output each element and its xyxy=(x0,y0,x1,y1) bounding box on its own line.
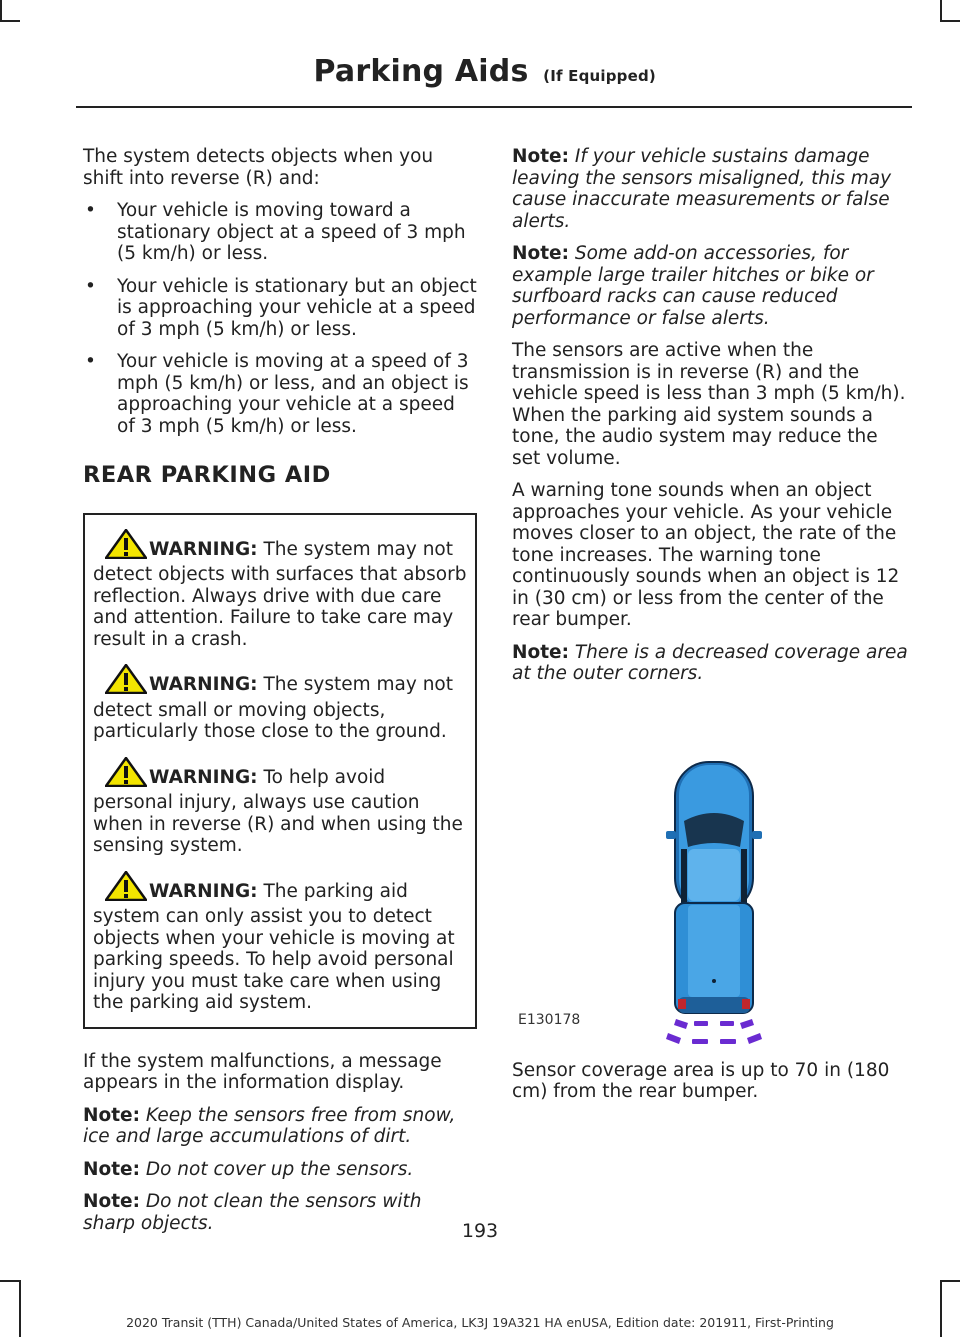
crop-mark xyxy=(0,0,2,20)
note-text: Do not cover up the sensors. xyxy=(139,1158,414,1180)
warning-triangle-icon xyxy=(105,529,147,565)
crop-mark xyxy=(940,20,960,22)
warning-item xyxy=(93,757,467,857)
warning-item xyxy=(93,664,467,743)
page-number: 193 xyxy=(461,1220,499,1242)
detection-conditions-list xyxy=(83,200,477,437)
sensor-waves-icon xyxy=(666,1019,762,1044)
warning-triangle-icon xyxy=(105,664,147,700)
sensors-active-paragraph: The sensors are active when the transmission is in reverse (R) and the vehicle speed is less than 3 mph (5 km/h). When the parking aid system sounds a tone, the audio system may reduce the set volume. xyxy=(512,340,906,469)
note-text: There is a decreased coverage area at the outer corners. xyxy=(512,641,908,684)
warning-label: WARNING: xyxy=(149,674,258,695)
crop-mark xyxy=(940,1280,960,1282)
page-subtitle: (If Equipped) xyxy=(543,67,656,85)
note xyxy=(83,1105,477,1148)
footer-text: 2020 Transit (TTH) Canada/United States of America, LK3J 19A321 HA enUSA, Edition date: 201911, First-Printing xyxy=(126,1315,834,1330)
section-heading: REAR PARKING AID xyxy=(83,462,331,488)
list-item: • Your vehicle is moving toward a stationary object at a speed of 3 mph (5 km/h) or less. xyxy=(83,200,477,265)
note-label: Note: xyxy=(83,1104,140,1126)
note-label: Note: xyxy=(83,1191,140,1212)
note-text: Some add-on accessories, for example large trailer hitches or bike or surfboard racks can cause reduced performance or false alerts. xyxy=(512,243,874,329)
note-label: Note: xyxy=(512,243,569,264)
warning-text: To help avoid personal injury, always use caution when in reverse (R) and when using the sensing system. xyxy=(93,766,463,856)
note xyxy=(512,243,908,329)
page-title xyxy=(314,54,656,89)
right-column xyxy=(512,146,908,1114)
note xyxy=(512,642,908,685)
car-top-view-illustration xyxy=(512,723,908,1048)
warning-item xyxy=(93,529,467,651)
warning-text: The parking aid system can only assist you to detect objects when your vehicle is moving at parking speeds. To help avoid personal injury you must take care when using the parking aid system. xyxy=(93,880,455,1013)
note-label: Note: xyxy=(512,146,569,167)
crop-mark xyxy=(0,20,20,22)
warning-triangle-icon xyxy=(105,871,147,907)
warning-label: WARNING: xyxy=(149,880,258,902)
note-text: Do not clean the sensors with sharp objects. xyxy=(83,1191,422,1234)
note-label: Note: xyxy=(83,1158,140,1180)
sensor-coverage-figure xyxy=(512,723,908,1048)
list-item: • Your vehicle is moving at a speed of 3 mph (5 km/h) or less, and an object is approaching your vehicle at a speed of 3 mph (5 km/h) or less. xyxy=(83,351,477,437)
warning-item xyxy=(93,871,467,1014)
malfunction-paragraph: If the system malfunctions, a message appears in the information display. xyxy=(83,1050,442,1093)
header-divider xyxy=(76,106,912,108)
warning-tone-paragraph: A warning tone sounds when an object approaches your vehicle. As your vehicle moves closer to an object, the rate of the tone increases. The warning tone continuously sounds when an object is 12 in (30 cm) or less from the center of the rear bumper. xyxy=(512,480,900,630)
crop-mark xyxy=(0,1280,20,1282)
warning-triangle-icon xyxy=(105,757,147,793)
intro-paragraph: The system detects objects when you shift into reverse (R) and: xyxy=(83,146,434,189)
page-title-text: Parking Aids xyxy=(313,54,529,89)
warning-label: WARNING: xyxy=(149,766,258,788)
warning-text: The system may not detect objects with surfaces that absorb reflection. Always drive with due care and attention. Failure to take care may result in a crash. xyxy=(93,538,467,650)
note xyxy=(83,1159,477,1181)
warning-label: WARNING: xyxy=(149,538,258,560)
car-top-view-icon xyxy=(666,762,762,1013)
note-label: Note: xyxy=(512,641,569,663)
note xyxy=(512,146,908,232)
figure-code: E130178 xyxy=(518,1011,581,1028)
list-item: • Your vehicle is stationary but an object is approaching your vehicle at a speed of 3 mph (5 km/h) or less. xyxy=(83,276,477,341)
warning-text: The system may not detect small or moving objects, particularly those close to the ground. xyxy=(93,674,453,742)
note-text: Keep the sensors free from snow, ice and large accumulations of dirt. xyxy=(83,1104,456,1147)
figure-caption: Sensor coverage area is up to 70 in (180 cm) from the rear bumper. xyxy=(512,1059,890,1102)
warning-box xyxy=(83,513,477,1029)
crop-mark xyxy=(940,0,942,20)
note-text: If your vehicle sustains damage leaving the sensors misaligned, this may cause inaccurate measurements or false alerts. xyxy=(512,146,892,232)
left-column xyxy=(83,146,477,1245)
